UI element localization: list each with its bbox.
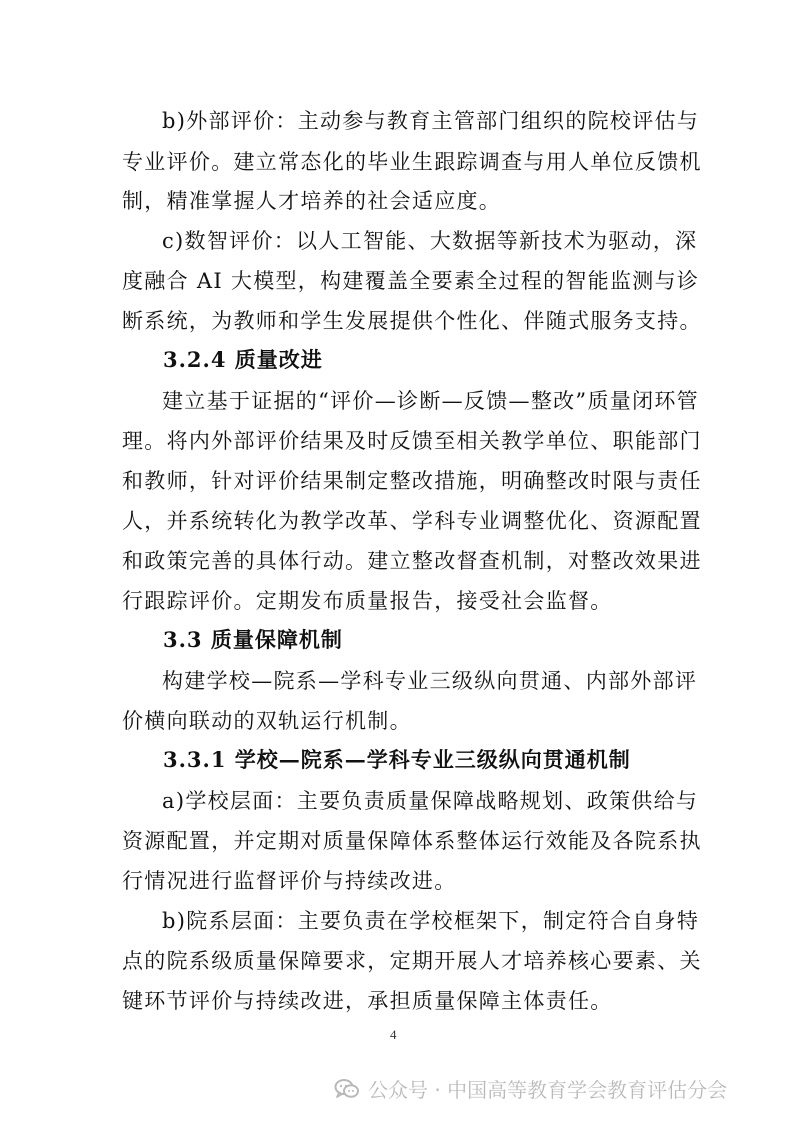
- digital-evaluation-line-3: 断系统，为教师和学生发展提供个性化、伴随式服务支持。: [122, 309, 702, 333]
- external-evaluation-line-3: 制，精准掌握人才培养的社会适应度。: [122, 189, 502, 213]
- quality-assurance-line-1: 构建学校—院系—学科专业三级纵向贯通、内部外部评: [162, 669, 698, 693]
- wechat-official-account-icon: [334, 1078, 360, 1100]
- quality-improvement-line-3: 和教师，针对评价结果制定整改措施，明确整改时限与责任: [122, 469, 702, 493]
- page-number: 4: [390, 1027, 397, 1042]
- digital-evaluation-line-1: c)数智评价：以人工智能、大数据等新技术为驱动，深: [162, 229, 698, 253]
- school-level-line-3: 行情况进行监督评价与持续改进。: [122, 869, 457, 893]
- quality-assurance-line-2: 价横向联动的双轨运行机制。: [122, 709, 412, 733]
- department-level-line-3: 键环节评价与持续改进，承担质量保障主体责任。: [122, 989, 613, 1013]
- school-level-line-1: a)学校层面：主要负责质量保障战略规划、政策供给与: [162, 789, 699, 813]
- quality-improvement-line-6: 行跟踪评价。定期发布质量报告，接受社会监督。: [122, 589, 613, 613]
- external-evaluation-line-2: 专业评价。建立常态化的毕业生跟踪调查与用人单位反馈机: [122, 150, 702, 174]
- quality-improvement-line-5: 和政策完善的具体行动。建立整改督查机制，对整改效果进: [122, 549, 702, 573]
- school-level-line-2: 资源配置，并定期对质量保障体系整体运行效能及各院系执: [122, 829, 702, 853]
- section-heading-3-2-4: 3.2.4 质量改进: [163, 347, 323, 372]
- section-heading-3-3-1: 3.3.1 学校—院系—学科专业三级纵向贯通机制: [163, 747, 631, 772]
- quality-improvement-line-4: 人，并系统转化为教学改革、学科专业调整优化、资源配置: [122, 509, 702, 533]
- watermark: [334, 1074, 727, 1103]
- external-evaluation-line-1: b)外部评价：主动参与教育主管部门组织的院校评估与: [162, 109, 700, 133]
- watermark-text: 公众号 · 中国高等教育学会教育评估分会: [368, 1078, 728, 1102]
- digital-evaluation-line-2: 度融合 AI 大模型，构建覆盖全要素全过程的智能监测与诊: [122, 269, 700, 293]
- quality-improvement-line-1: 建立基于证据的“评价—诊断—反馈—整改”质量闭环管: [162, 389, 699, 413]
- department-level-line-2: 点的院系级质量保障要求，定期开展人才培养核心要素、关: [122, 949, 702, 973]
- section-heading-3-3: 3.3 质量保障机制: [163, 627, 343, 652]
- quality-improvement-line-2: 理。将内外部评价结果及时反馈至相关教学单位、职能部门: [122, 429, 702, 453]
- department-level-line-1: b)院系层面：主要负责在学校框架下，制定符合自身特: [162, 909, 700, 933]
